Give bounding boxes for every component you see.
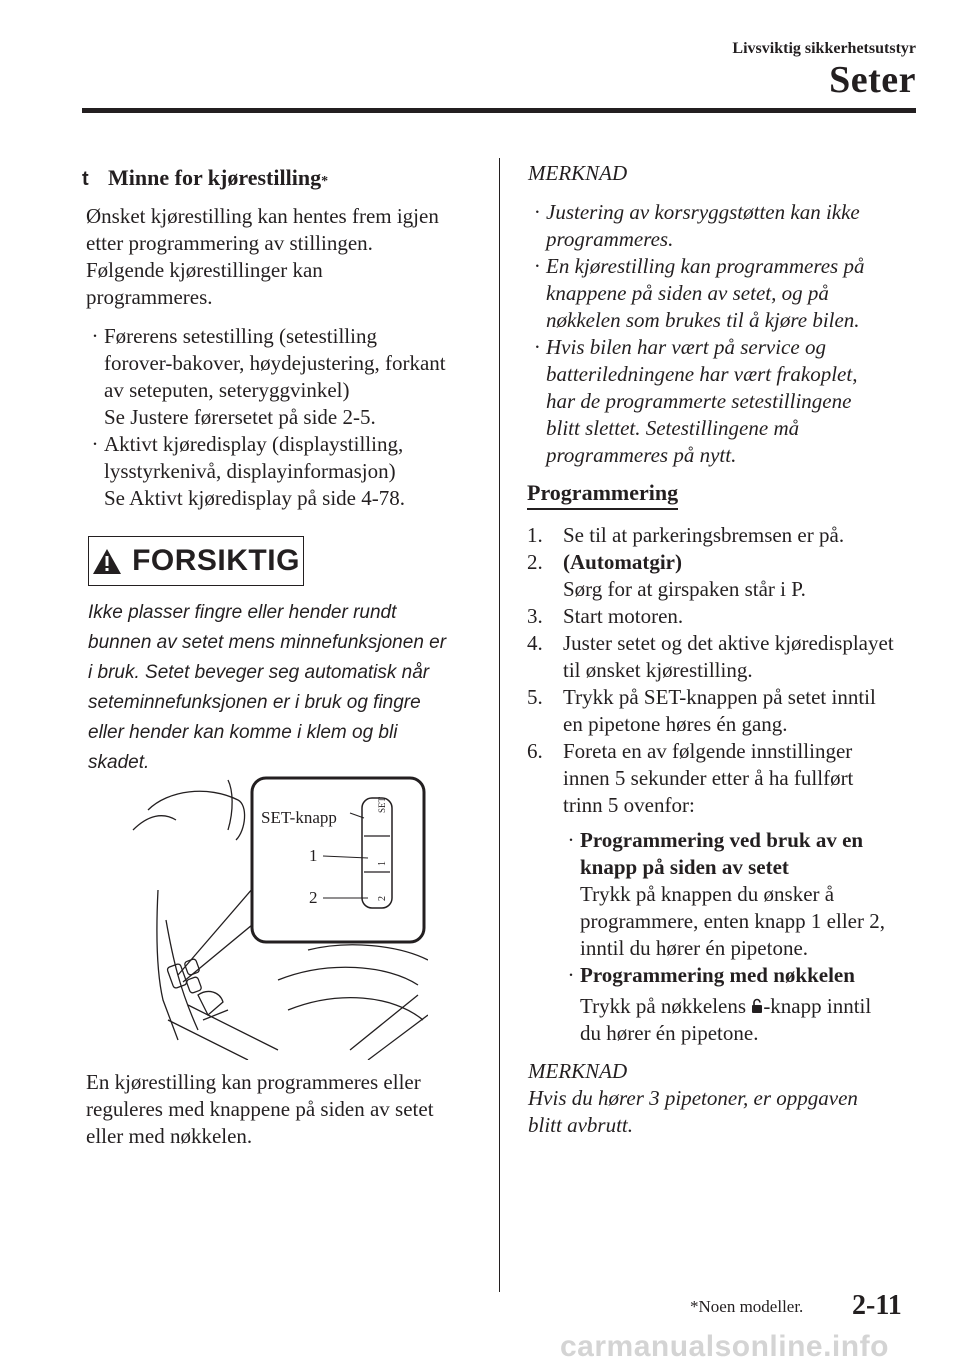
bullet-icon: · xyxy=(91,324,99,348)
step-item: 6. Foreta en av følgende innstillinger innen 5 sekunder etter å ha fullført trinn 5 ovenfor: xyxy=(527,739,854,817)
list-item: · Førerens setestilling (setestilling forover-bakover, høydejustering, forkant av seteputen, seteryggvinkel) Se Justere førersetet på side 2-5. xyxy=(86,323,486,431)
bullet-icon: · xyxy=(567,963,575,987)
section-heading xyxy=(82,165,328,191)
list-item: · En kjørestilling kan programmeres på knappene på siden av setet, og på nøkkelen som brukes til å kjøre bilen. xyxy=(528,253,918,334)
set-button-label: SET-knapp xyxy=(261,808,337,827)
section-name: Livsviktig sikkerhetsutstyr xyxy=(732,40,916,57)
page-title: Seter xyxy=(829,59,916,101)
unlock-icon xyxy=(751,998,763,1014)
intro-line: Følgende kjørestillinger kan xyxy=(86,258,323,282)
closing-paragraph: En kjørestilling kan programmeres eller reguleres med knappene på siden av setet eller med nøkkelen. xyxy=(86,1070,434,1148)
steps-list xyxy=(527,522,927,819)
button-set-text: SET xyxy=(377,796,387,813)
note-list xyxy=(528,199,918,469)
note-title: MERKNAD xyxy=(528,1059,628,1083)
bullet-icon: · xyxy=(534,335,540,359)
step-item: 1. Se til at parkeringsbremsen er på. xyxy=(527,523,845,547)
intro-line: programmeres. xyxy=(86,285,213,309)
warning-box xyxy=(88,536,304,586)
step-item: 2. (Automatgir) Sørg for at girspaken står i P. xyxy=(527,550,806,601)
intro-line: Ønsket kjørestilling kan hentes frem igjen xyxy=(86,204,439,228)
footnote: *Noen modeller. xyxy=(690,1297,804,1316)
programming-heading: Programmering xyxy=(527,480,678,510)
column-divider xyxy=(499,158,500,1292)
list-item: · Justering av korsryggstøtten kan ikke programmeres. xyxy=(528,199,918,253)
button-1-text: 1 xyxy=(377,861,388,866)
list-item: · Programmering med nøkkelen Trykk på nøkkelens -knapp inntil du hører én pipetone. xyxy=(562,962,922,1047)
bullet-icon: · xyxy=(534,254,540,278)
caution-text: Ikke plasser fingre eller hender rundt bunnen av setet mens minnefunksjonen er i bruk. Setet beveger seg automatisk når seteminnefunksjonen er i bruk og fingre eller hender kan komme i klem og bli skadet. xyxy=(88,602,447,773)
list-item: · Aktivt kjøredisplay (displaystilling, lysstyrkenivå, displayinformasjon) Se Aktivt kjøredisplay på side 4-78. xyxy=(86,431,486,512)
list-item: · Hvis bilen har vært på service og batteriledningene har vært frakoplet, har de programmerte setestillingene blitt slettet. Setestillingene må programmeres på nytt. xyxy=(528,334,918,469)
callout-number: 1 xyxy=(309,846,318,865)
note-title: MERKNAD xyxy=(528,161,628,185)
button-2-text: 2 xyxy=(377,896,388,901)
sub-steps xyxy=(562,827,922,1047)
note-text: Hvis du hører 3 pipetoner, er oppgaven blitt avbrutt. xyxy=(528,1086,858,1137)
heading-text: Minne for kjørestilling xyxy=(108,165,322,190)
step-item: 4. Juster setet og det aktive kjøredisplayet til ønsket kjørestilling. xyxy=(527,631,894,682)
warning-label: FORSIKTIG xyxy=(132,544,300,577)
bullet-icon: · xyxy=(567,828,575,852)
list-item: · Programmering ved bruk av en knapp på siden av setet Trykk på knappen du ønsker å programmere, enten knapp 1 eller 2, inntil du hører én pipetone. xyxy=(562,827,922,962)
callout-number: 2 xyxy=(309,888,318,907)
step-item: 3. Start motoren. xyxy=(527,604,684,628)
heading-footnote-mark: * xyxy=(321,174,329,189)
bullet-icon: · xyxy=(91,432,99,456)
bullet-icon: · xyxy=(534,200,540,224)
warning-triangle-icon xyxy=(92,548,122,575)
intro-line: etter programmering av stillingen. xyxy=(86,231,373,255)
step-item: 5. Trykk på SET-knappen på setet inntil en pipetone høres én gang. xyxy=(527,685,876,736)
watermark: carmanualsonline.info xyxy=(560,1330,889,1363)
intro-paragraph xyxy=(86,203,486,311)
heading-marker: t xyxy=(82,168,89,190)
header-rule xyxy=(82,108,916,113)
page-number: 2-11 xyxy=(852,1290,902,1321)
bullet-list xyxy=(86,323,486,512)
